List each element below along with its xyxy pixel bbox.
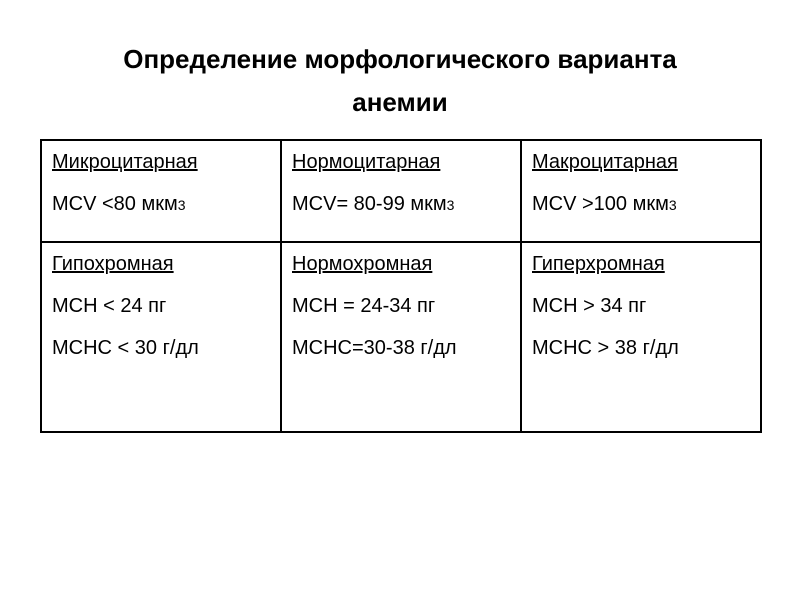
table-row-color xyxy=(41,242,761,432)
anemia-classification-table xyxy=(40,139,762,433)
cell-microcytic xyxy=(41,140,281,242)
table-row-size xyxy=(41,140,761,242)
cell-macrocytic xyxy=(521,140,761,242)
cell-heading: Макроцитарная xyxy=(532,151,678,173)
cell-value-text: MCV <80 мкм xyxy=(52,193,178,215)
slide-title-line-1: Определение морфологического варианта xyxy=(123,44,677,74)
cell-heading: Нормоцитарная xyxy=(292,151,441,173)
cell-normocytic xyxy=(281,140,521,242)
cell-value: MCHC=30-38 г/дл xyxy=(292,337,457,359)
cell-heading: Нормохромная xyxy=(292,253,433,275)
slide-title-line-2: анемии xyxy=(352,87,448,117)
cell-value-exponent: 3 xyxy=(177,197,186,213)
cell-hypochromic xyxy=(41,242,281,432)
cell-value xyxy=(292,193,510,216)
cell-normochromic xyxy=(281,242,521,432)
cell-value: MCH > 34 пг xyxy=(532,295,647,317)
cell-value xyxy=(52,193,270,216)
cell-value: MCHC < 30 г/дл xyxy=(52,337,199,359)
cell-value: MCH = 24-34 пг xyxy=(292,295,436,317)
cell-value xyxy=(532,193,750,216)
cell-value-exponent: 3 xyxy=(668,197,677,213)
cell-value: MCHC > 38 г/дл xyxy=(532,337,679,359)
cell-heading: Гипохромная xyxy=(52,253,174,275)
slide-title xyxy=(40,38,760,124)
cell-heading: Гиперхромная xyxy=(532,253,665,275)
cell-value-exponent: 3 xyxy=(446,197,455,213)
cell-value-text: MCV >100 мкм xyxy=(532,193,669,215)
cell-heading: Микроцитарная xyxy=(52,151,198,173)
cell-value-text: MCV= 80-99 мкм xyxy=(292,193,447,215)
cell-value: MCH < 24 пг xyxy=(52,295,167,317)
cell-hyperchromic xyxy=(521,242,761,432)
